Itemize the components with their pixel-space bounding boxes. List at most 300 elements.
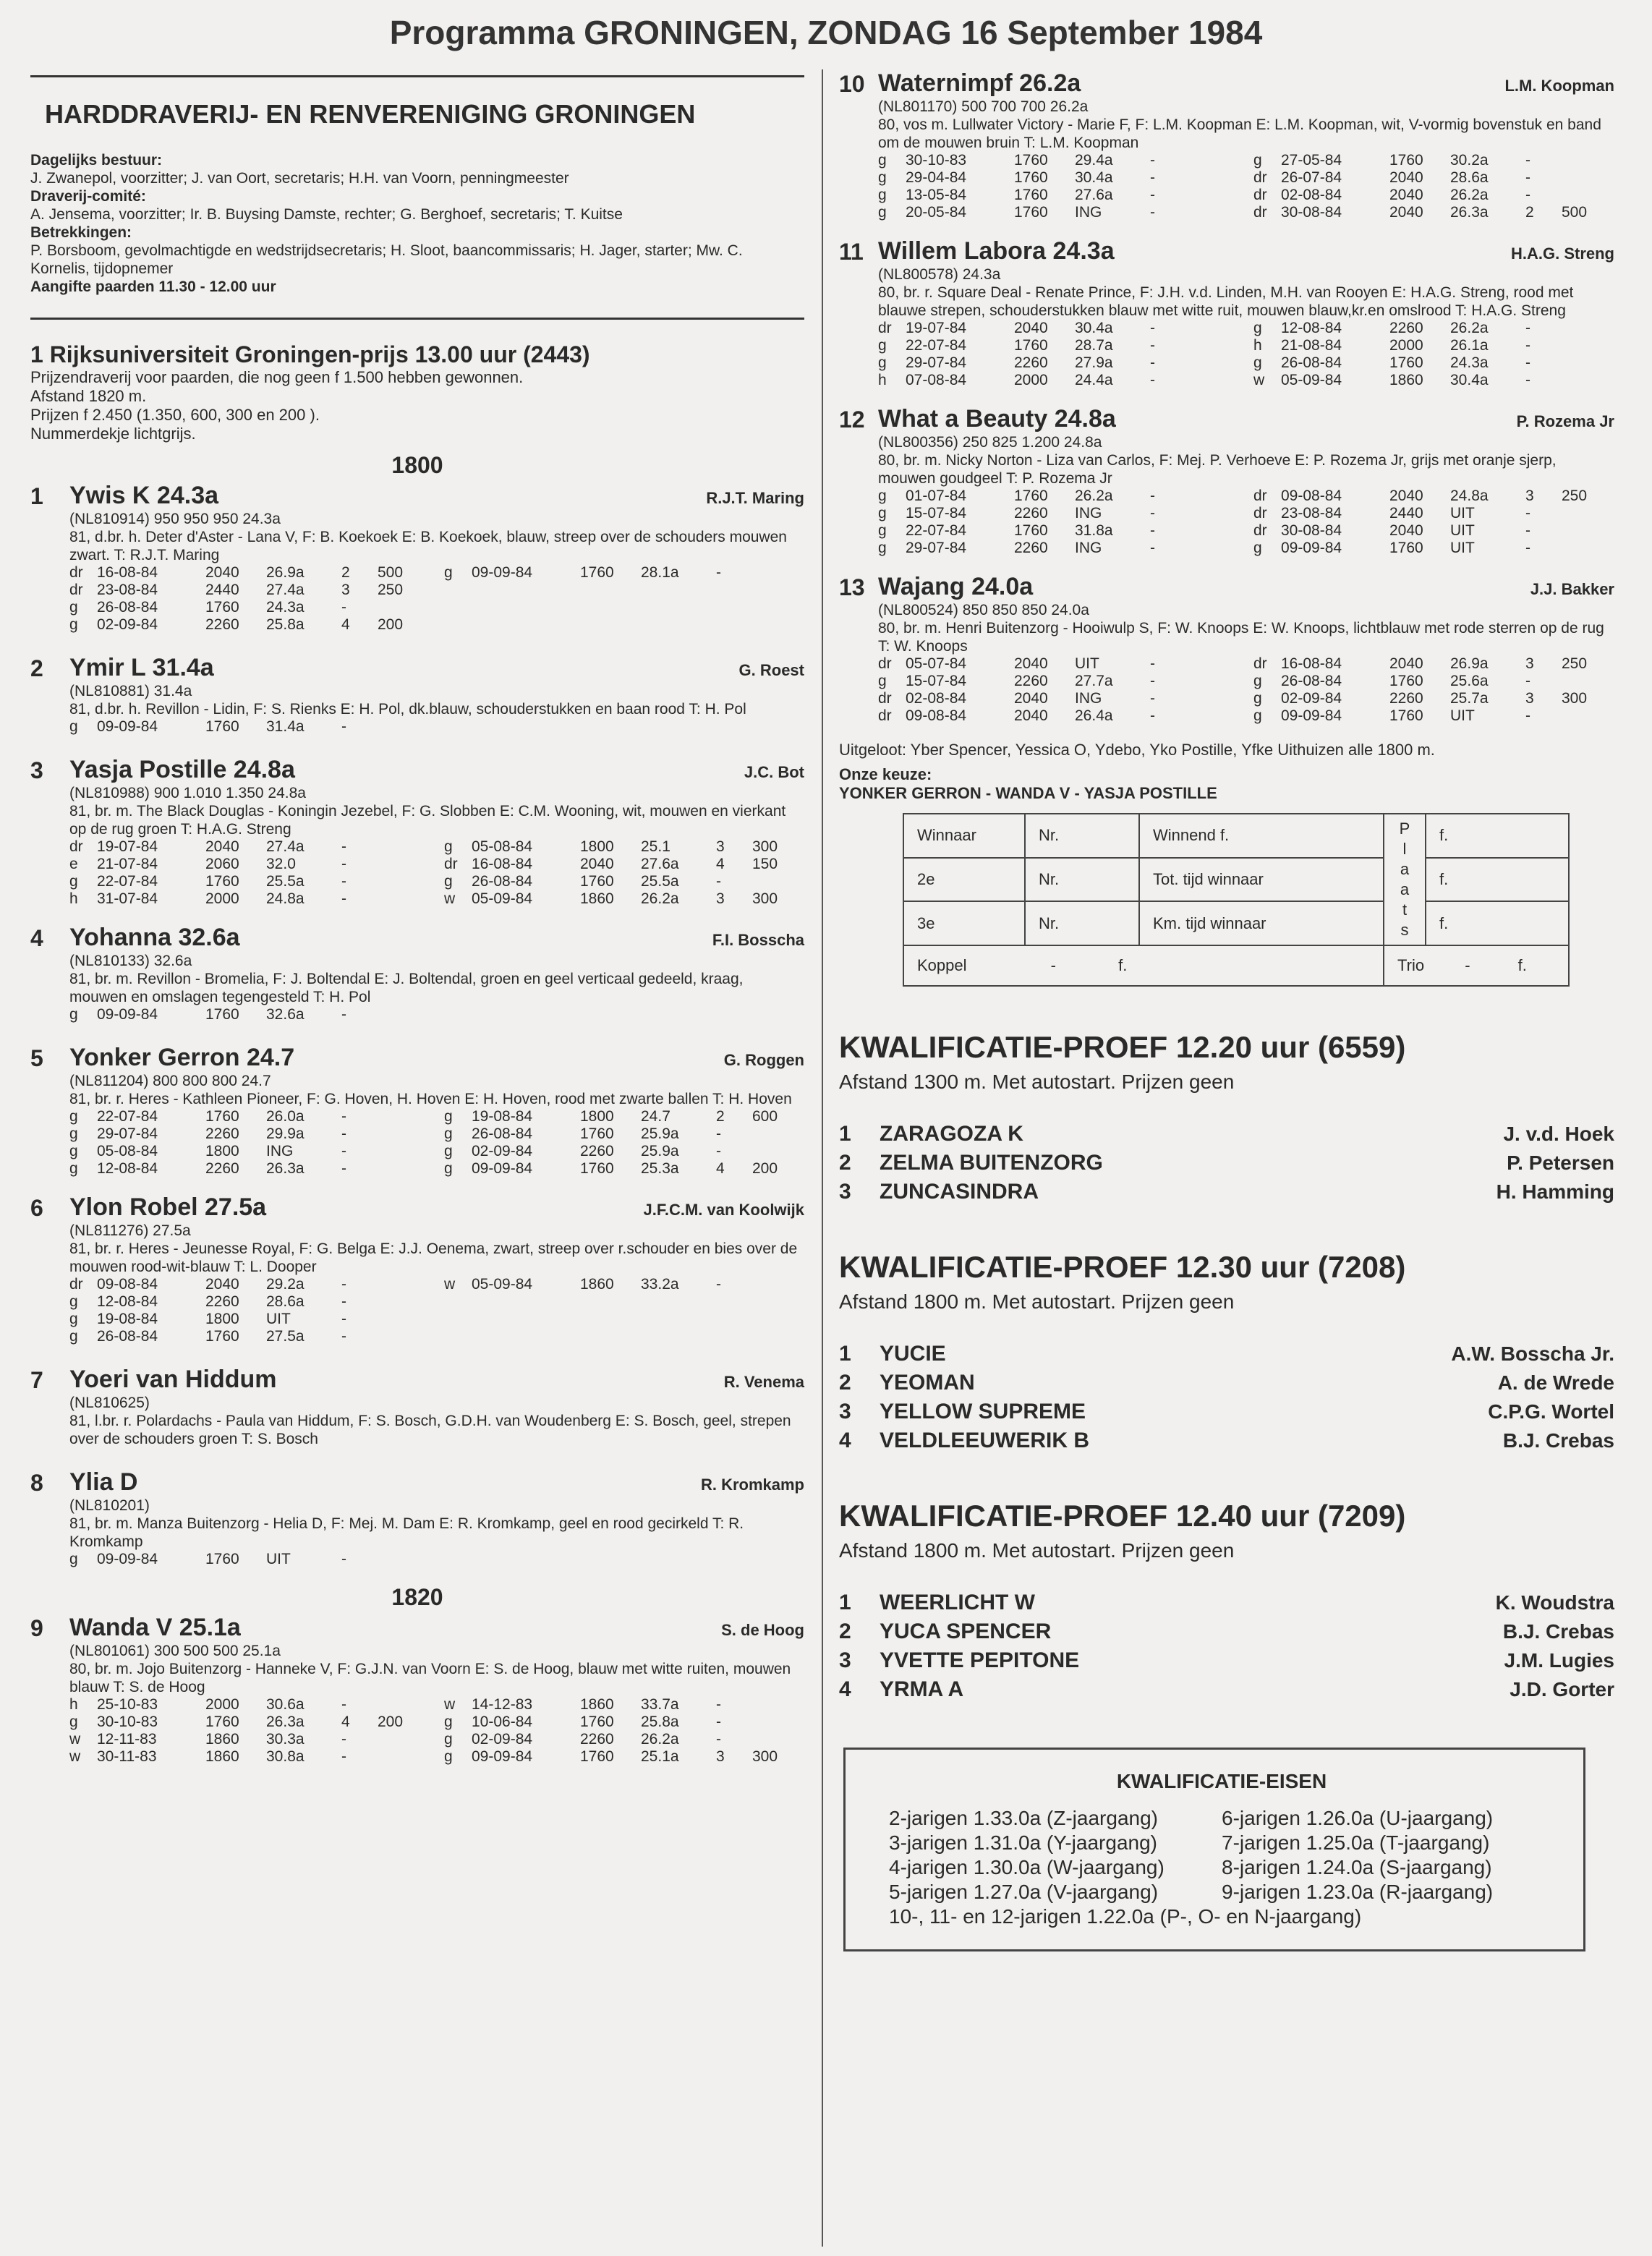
result-field: g (878, 152, 887, 169)
section-rule (30, 318, 804, 320)
horse-header (69, 756, 804, 784)
result-field: 33.7a (641, 1696, 679, 1713)
result-field: - (1525, 372, 1530, 388)
result-field (1186, 204, 1239, 221)
result-line (878, 354, 1239, 372)
result-field (752, 1143, 804, 1160)
horse-results (69, 1551, 804, 1568)
result-field (1186, 337, 1239, 354)
result-line (1253, 372, 1614, 389)
result-field: 24.8a (1450, 488, 1489, 504)
result-field: 01-07-84 (906, 488, 967, 504)
result-field: - (1150, 540, 1155, 556)
dagelijks-label: Dagelijks bestuur: (30, 152, 163, 169)
kwalificatie-title: KWALIFICATIE-PROEF 12.20 uur (6559) (839, 1030, 1406, 1064)
kwalificatie-entry (839, 1426, 1614, 1455)
horse-name: Ylia D (69, 1468, 138, 1496)
results-col-left (69, 1696, 430, 1766)
result-field: 2440 (205, 582, 239, 598)
result-line (444, 564, 804, 582)
result-field: - (716, 1714, 721, 1730)
result-line (1253, 540, 1614, 557)
result-field: 25.1 (641, 838, 670, 855)
horse-driver: G. Roest (738, 661, 804, 679)
result-line (878, 488, 1239, 505)
result-field: 2040 (1389, 169, 1423, 186)
association-name: HARDDRAVERIJ- EN RENVERENIGING GRONINGEN (45, 99, 696, 129)
result-field (1562, 152, 1614, 169)
result-field: 1760 (205, 599, 239, 616)
horse-name: Willem Labora 24.3a (878, 237, 1115, 265)
result-field: 09-09-84 (472, 1748, 533, 1765)
horse-description: 80, br. m. Nicky Norton - Liza van Carlos, F: Mej. P. Verhoeve E: P. Rozema Jr, grijs met oranje sjerp, mouwen goudgeel T: P. Rozema Jr (878, 452, 1557, 487)
result-field: 1760 (1014, 204, 1048, 221)
result-field: 1760 (1014, 152, 1048, 169)
horse-registration: (NL810133) 32.6a (69, 953, 192, 969)
entry-horse: YVETTE PEPITONE (880, 1648, 1080, 1672)
result-field: - (1150, 690, 1155, 707)
result-field (378, 1328, 430, 1345)
result-field: - (1150, 372, 1155, 388)
result-field: h (69, 1696, 78, 1713)
result-field (1562, 169, 1614, 187)
kwalificatie-entry (839, 1397, 1614, 1426)
cell-f-1: f. (1426, 814, 1569, 858)
result-line (1253, 505, 1614, 522)
result-field: 28.6a (266, 1293, 305, 1310)
result-field: 15-07-84 (906, 673, 967, 689)
horse-results (878, 320, 1614, 389)
result-field: 25.3a (641, 1160, 679, 1177)
horse-header (878, 237, 1614, 265)
result-field: 26-08-84 (472, 1125, 533, 1142)
result-field: 1760 (205, 1108, 239, 1125)
result-field: g (1253, 354, 1262, 371)
horse-results (69, 564, 804, 634)
result-field: 1800 (205, 1143, 239, 1159)
horse-name: Yohanna 32.6a (69, 924, 240, 951)
race-cond-2: Afstand 1820 m. (30, 387, 147, 405)
horse-header (69, 1366, 804, 1394)
entry-horse: YUCIE (880, 1342, 946, 1366)
result-field: - (716, 873, 721, 890)
result-field: 26-08-84 (1281, 354, 1342, 371)
horse-entry (30, 1614, 804, 1766)
result-field: 2040 (1389, 655, 1423, 672)
horse-results (878, 152, 1614, 221)
entry-horse: VELDLEEUWERIK B (880, 1429, 1090, 1452)
result-field: 32.0 (266, 856, 296, 872)
result-field: 1760 (580, 1714, 614, 1730)
cell-km-tijd: Km. tijd winnaar (1139, 901, 1384, 945)
horse-registration: (NL810625) (69, 1395, 150, 1411)
result-field: - (716, 1696, 721, 1713)
result-field: 27.6a (1075, 187, 1113, 203)
result-field: - (716, 564, 721, 581)
result-field: 250 (1562, 655, 1588, 672)
result-field: - (1150, 505, 1155, 522)
result-field: 22-07-84 (97, 873, 158, 890)
results-col-left (69, 1006, 430, 1023)
result-field: 500 (378, 564, 404, 581)
result-field: 31.4a (266, 718, 305, 735)
race-cond-4: Nummerdekje lichtgrijs. (30, 425, 196, 443)
eisen-item: 8-jarigen 1.24.0a (S-jaargang) (1222, 1856, 1492, 1878)
result-field: g (1253, 690, 1262, 707)
result-line (69, 1714, 430, 1731)
horse-number: 10 (839, 71, 865, 97)
result-field: g (69, 873, 78, 890)
results-col-left (878, 488, 1239, 557)
result-line (878, 204, 1239, 221)
result-field: - (1150, 354, 1155, 371)
horse-driver: P. Rozema Jr (1516, 412, 1614, 430)
result-field: ING (1075, 690, 1102, 707)
result-field: w (444, 1276, 456, 1293)
result-field: 24.3a (266, 599, 305, 616)
result-field: dr (444, 856, 458, 872)
results-col-left (69, 838, 430, 908)
eisen-grid (889, 1806, 1554, 1904)
result-field: 12-08-84 (97, 1160, 158, 1177)
result-field: 2040 (205, 1276, 239, 1293)
entry-driver: J.D. Gorter (1510, 1678, 1614, 1700)
result-field (1186, 505, 1239, 522)
results-col-right (444, 718, 804, 736)
result-field: UIT (1450, 707, 1475, 724)
horse-description: 81, br. m. The Black Douglas - Koningin Jezebel, F: G. Slobben E: C.M. Wooning, wit, mouwen en vierkant op de rug groen T: H.A.G. Streng (69, 803, 786, 838)
result-field: dr (1253, 488, 1267, 504)
cell-f-2: f. (1426, 858, 1569, 902)
result-field: - (341, 1143, 346, 1159)
result-field: 2260 (1014, 354, 1048, 371)
result-line (878, 320, 1239, 337)
result-field: 27.5a (266, 1328, 305, 1345)
result-field: 26-07-84 (1281, 169, 1342, 186)
result-field (1562, 540, 1614, 557)
result-field: 1760 (1014, 169, 1048, 186)
result-field: 2260 (1014, 540, 1048, 556)
result-field: 300 (1562, 690, 1588, 707)
result-field: g (444, 1143, 453, 1159)
results-col-left (69, 1276, 430, 1345)
result-field: 02-09-84 (472, 1143, 533, 1159)
result-line (1253, 690, 1614, 707)
result-field: 30.4a (1075, 320, 1113, 336)
result-field: 12-08-84 (1281, 320, 1342, 336)
horse-description: 80, br. m. Henri Buitenzorg - Hooiwulp S, F: W. Knoops E: W. Knoops, lichtblauw met rode sterren op de rug T: W. Knoops (878, 620, 1604, 655)
result-field: 2260 (205, 616, 239, 633)
result-field: 2040 (1014, 707, 1048, 724)
result-field: 24.3a (1450, 354, 1489, 371)
result-field: 1760 (205, 873, 239, 890)
result-field: 4 (716, 1160, 725, 1177)
result-field: 29-04-84 (906, 169, 967, 186)
horse-name: Ywis K 24.3a (69, 482, 219, 509)
cell-koppel (903, 945, 1384, 986)
result-field: e (69, 856, 78, 872)
cell-plaats (1384, 814, 1426, 945)
horse-name: Waternimpf 26.2a (878, 69, 1081, 97)
result-field (378, 890, 430, 908)
result-field (378, 1006, 430, 1023)
result-field: 2040 (1389, 204, 1423, 221)
result-field: 05-07-84 (906, 655, 967, 672)
result-field: 1760 (1014, 187, 1048, 203)
result-field: 29.2a (266, 1276, 305, 1293)
result-field: 05-09-84 (472, 890, 533, 907)
horse-description: 81, br. r. Heres - Kathleen Pioneer, F: G. Hoven, H. Hoven E: H. Hoven, rood met zwarte ballen T: H. Hoven (69, 1091, 792, 1107)
results-col-left (69, 564, 430, 634)
result-field: 30.4a (1450, 372, 1489, 388)
results-col-left (69, 1551, 430, 1568)
result-field: 1760 (205, 1328, 239, 1345)
horse-results (69, 718, 804, 736)
result-field: 2 (341, 564, 350, 581)
result-line (69, 1006, 430, 1023)
result-field (752, 1731, 804, 1748)
plaats-t: t (1402, 901, 1408, 919)
result-field: 2060 (205, 856, 239, 872)
result-field: g (1253, 707, 1262, 724)
kwalificatie-entry (839, 1617, 1614, 1646)
result-field: 1800 (205, 1311, 239, 1327)
result-line (1253, 320, 1614, 337)
result-field: - (341, 1006, 346, 1023)
result-field: w (69, 1748, 81, 1765)
result-field: 300 (752, 890, 778, 907)
horse-number: 11 (839, 239, 864, 265)
result-field (1562, 337, 1614, 354)
result-field: 09-09-84 (472, 1160, 533, 1177)
result-field: 09-08-84 (97, 1276, 158, 1293)
results-col-left (878, 655, 1239, 725)
result-field (752, 1125, 804, 1143)
horse-header (878, 573, 1614, 601)
result-field: 2260 (205, 1293, 239, 1310)
entry-driver: H. Hamming (1496, 1180, 1614, 1203)
horse-registration: (NL801061) 300 500 500 25.1a (69, 1643, 281, 1659)
result-field: 1760 (1014, 337, 1048, 354)
result-field: 2040 (1389, 187, 1423, 203)
result-field: 02-08-84 (1281, 187, 1342, 203)
betrekkingen-label: Betrekkingen: (30, 224, 132, 241)
entry-number: 3 (839, 1400, 851, 1423)
result-field: ING (1075, 505, 1102, 522)
horse-name: What a Beauty 24.8a (878, 405, 1116, 433)
result-field: - (716, 1276, 721, 1293)
result-field: h (69, 890, 78, 907)
entry-driver: K. Woudstra (1495, 1591, 1614, 1614)
result-field: - (341, 873, 346, 890)
horse-name: Yoeri van Hiddum (69, 1366, 277, 1393)
cell-nr: Nr. (1025, 814, 1139, 858)
result-field: 1760 (580, 1125, 614, 1142)
result-field: 15-07-84 (906, 505, 967, 522)
result-line (444, 1125, 804, 1143)
results-col-right (444, 1551, 804, 1568)
result-field: h (1253, 337, 1262, 354)
entry-driver: J. v.d. Hoek (1503, 1123, 1614, 1145)
result-line (878, 187, 1239, 204)
horse-number: 5 (30, 1045, 43, 1071)
result-field: - (341, 838, 346, 855)
result-field: g (69, 1328, 78, 1345)
kwalificatie-subtitle: Afstand 1300 m. Met autostart. Prijzen geen (839, 1070, 1235, 1093)
uitgeloot-text: Uitgeloot: Yber Spencer, Yessica O, Ydebo, Yko Postille, Yfke Uithuizen alle 1800 m. (839, 741, 1435, 759)
result-field: 250 (1562, 488, 1588, 504)
result-field: - (341, 1551, 346, 1567)
result-field (378, 1125, 430, 1143)
result-field: UIT (1450, 522, 1475, 539)
result-field (1186, 673, 1239, 690)
result-field (378, 718, 430, 736)
results-col-right (1253, 488, 1614, 557)
result-field: 200 (752, 1160, 778, 1177)
entry-driver: A. de Wrede (1497, 1371, 1614, 1394)
result-field: dr (1253, 204, 1267, 221)
result-field: 25.7a (1450, 690, 1489, 707)
result-field: 2260 (1389, 320, 1423, 336)
horse-header (69, 1044, 804, 1072)
result-line (69, 1160, 430, 1178)
result-field: dr (69, 564, 83, 581)
result-field: 250 (378, 582, 404, 598)
result-field: 27.7a (1075, 673, 1113, 689)
result-field: ING (1075, 540, 1102, 556)
result-field: 2260 (1014, 673, 1048, 689)
entry-horse: ZELMA BUITENZORG (880, 1151, 1103, 1175)
result-field: - (341, 1748, 346, 1765)
result-field: - (1150, 152, 1155, 169)
horse-number: 4 (30, 925, 43, 951)
result-field: 26.2a (1450, 320, 1489, 336)
result-line (444, 1696, 804, 1714)
result-field: 19-07-84 (906, 320, 967, 336)
koppel-dash: - (1050, 956, 1056, 974)
result-field: - (716, 1731, 721, 1748)
result-field: 16-08-84 (1281, 655, 1342, 672)
result-field: 3 (716, 890, 725, 907)
result-field (378, 1748, 430, 1766)
result-field: 26.2a (1075, 488, 1113, 504)
result-line (444, 1160, 804, 1178)
horse-name: Wanda V 25.1a (69, 1614, 241, 1641)
horse-description: 80, vos m. Lullwater Victory - Marie F, F: L.M. Koopman E: L.M. Koopman, wit, V-vormig bovenstuk en band om de mouwen bruin T: L.M. Koopman (878, 116, 1601, 151)
result-field: 2440 (1389, 505, 1423, 522)
result-field: 2260 (1389, 690, 1423, 707)
kwalificatie-entry (839, 1369, 1614, 1397)
result-field: 1760 (205, 1714, 239, 1730)
result-line (69, 564, 430, 582)
result-field: 28.1a (641, 564, 679, 581)
result-field: g (1253, 152, 1262, 169)
result-field (752, 1714, 804, 1731)
cell-2e: 2e (903, 858, 1025, 902)
result-field: - (1150, 673, 1155, 689)
result-field: UIT (1075, 655, 1099, 672)
result-field: 31-07-84 (97, 890, 158, 907)
entry-number: 1 (839, 1342, 851, 1366)
entry-driver: B.J. Crebas (1502, 1620, 1614, 1643)
entry-horse: ZUNCASINDRA (880, 1180, 1039, 1204)
comite-text: A. Jensema, voorzitter; Ir. B. Buysing Damste, rechter; G. Berghoef, secretaris; T. Kuitse (30, 206, 623, 223)
result-field: 27-05-84 (1281, 152, 1342, 169)
result-field (1186, 152, 1239, 169)
result-line (69, 599, 430, 616)
result-field: h (878, 372, 887, 388)
result-line (69, 1293, 430, 1311)
horse-results (878, 655, 1614, 725)
column-divider (822, 69, 823, 2247)
result-field: g (1253, 673, 1262, 689)
entry-number: 2 (839, 1371, 851, 1395)
horse-header (69, 1614, 804, 1642)
entry-driver: C.P.G. Wortel (1488, 1400, 1614, 1423)
result-field: 1760 (1389, 540, 1423, 556)
result-field: - (1525, 354, 1530, 371)
results-col-right (1253, 320, 1614, 389)
result-field: g (69, 1108, 78, 1125)
kwalificatie-title: KWALIFICATIE-PROEF 12.40 uur (7209) (839, 1499, 1406, 1533)
result-field: 1760 (580, 564, 614, 581)
horse-results (69, 1108, 804, 1178)
result-field: 2000 (205, 890, 239, 907)
result-field: dr (69, 582, 83, 598)
result-line (1253, 522, 1614, 540)
result-field: 3 (1525, 690, 1534, 707)
result-line (444, 890, 804, 908)
entry-number: 2 (839, 1151, 851, 1175)
result-field: 300 (752, 1748, 778, 1765)
result-field: - (341, 1160, 346, 1177)
horse-entry (839, 237, 1614, 389)
result-field: 2040 (580, 856, 614, 872)
entry-horse: YEOMAN (880, 1371, 975, 1395)
horse-driver: R. Venema (723, 1373, 804, 1391)
result-field: 27.4a (266, 582, 305, 598)
result-field: - (716, 1143, 721, 1159)
result-field: g (1253, 320, 1262, 336)
result-field: 22-07-84 (97, 1108, 158, 1125)
horse-name: Ylon Robel 27.5a (69, 1193, 267, 1221)
result-field: 30-10-83 (97, 1714, 158, 1730)
result-field: dr (1253, 522, 1267, 539)
result-field: g (878, 204, 887, 221)
result-field (1562, 354, 1614, 372)
result-field: g (444, 1748, 453, 1765)
result-line (878, 505, 1239, 522)
result-field: - (1150, 320, 1155, 336)
horse-header (878, 69, 1614, 98)
result-field: 30.8a (266, 1748, 305, 1765)
race-cond-1: Prijzendraverij voor paarden, die nog geen f 1.500 hebben gewonnen. (30, 368, 524, 386)
result-field: 26.2a (1450, 187, 1489, 203)
horse-registration: (NL800578) 24.3a (878, 266, 1001, 283)
result-field: g (878, 505, 887, 522)
result-field: 25.8a (641, 1714, 679, 1730)
horse-driver: L.M. Koopman (1504, 77, 1614, 95)
results-col-right (444, 1276, 804, 1345)
trio-label: Trio (1397, 956, 1425, 974)
result-field: 1760 (580, 873, 614, 890)
result-field: 1860 (580, 1276, 614, 1293)
result-field (378, 1731, 430, 1748)
results-col-right (444, 1108, 804, 1178)
result-field: g (69, 1125, 78, 1142)
result-field: 26.3a (266, 1160, 305, 1177)
result-line (878, 337, 1239, 354)
